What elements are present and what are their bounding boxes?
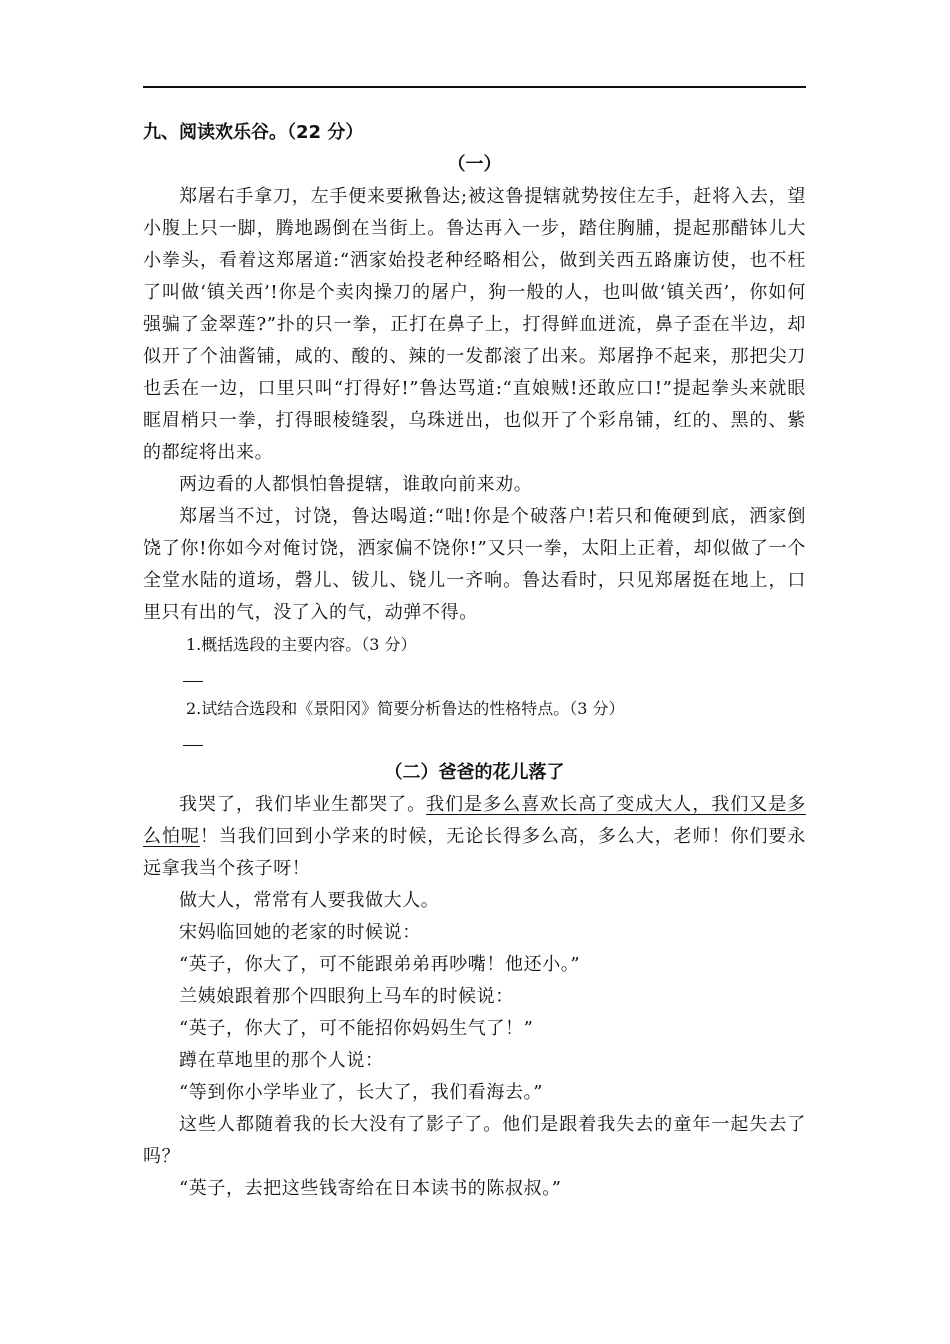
part2-paragraph: “英子，去把这些钱寄给在日本读书的陈叔叔。” — [179, 1178, 562, 1199]
top-rule — [143, 86, 806, 88]
part2-p1-start: 我哭了，我们毕业生都哭了。 — [179, 794, 427, 815]
section-title: 九、阅读欢乐谷。（22 分） — [143, 122, 364, 143]
part2-paragraph: 兰姨娘跟着那个四眼狗上马车的时候说： — [179, 986, 514, 1007]
part2-paragraph: 宋妈临回她的老家的时候说： — [179, 922, 421, 943]
part1-paragraph: 两边看的人都惧怕鲁提辖，谁敢向前来劝。 — [179, 474, 533, 495]
part2-paragraph: 蹲在草地里的那个人说： — [179, 1050, 384, 1071]
underlined-sentence: 我们是多么喜欢长高了变成大人，我们又是多么怕呢 — [143, 794, 806, 847]
part2-title: （二）爸爸的花儿落了 — [384, 762, 565, 783]
question-2: 2.试结合选段和《景阳冈》简要分析鲁达的性格特点。（3 分） — [186, 699, 625, 718]
part2-paragraph: 做大人，常常有人要我做大人。 — [179, 890, 440, 911]
part2-p1-end: ！当我们回到小学来的时候，无论长得多么高，多么大，老师！你们要永远拿我当个孩子呀！ — [143, 826, 806, 879]
part1-paragraph: 郑屠右手拿刀，左手便来要揪鲁达;被这鲁提辖就势按住左手，赶将入去，望小腹上只一脚，腾地踢倒在当街上。鲁达再入一步，踏住胸脯，提起那醋钵儿大小拳头，看着这郑屠道:“洒家始投老种经略相公，做到关西五路廉访使，也不枉了叫做‘镇关西’!你是个卖肉操刀的屠户，狗一般的人，也叫做‘镇关西’，你如何强骗了金翠莲?”扑的只一拳，正打在鼻子上，打得鲜血迸流，鼻子歪在半边，却似开了个油酱铺，咸的、酸的、辣的一发都滚了出来。郑屠挣不起来，那把尖刀也丢在一边，口里只叫“打得好!”鲁达骂道:“直娘贼!还敢应口!”提起拳头来就眼眶眉梢只一拳，打得眼棱缝裂，乌珠迸出，也似开了个彩帛铺，红的、黑的、紫的都绽将出来。 — [143, 186, 806, 463]
part1-paragraph: 郑屠当不过，讨饶，鲁达喝道:“咄!你是个破落户!若只和俺硬到底，洒家倒饶了你!你如今对俺讨饶，洒家偏不饶你!”又只一拳，太阳上正着，却似做了一个全堂水陆的道场，磬儿、钹儿、铙儿一齐响。鲁达看时，只见郑屠挺在地上，口里只有出的气，没了入的气，动弹不得。 — [143, 506, 806, 623]
part1-title: （一） — [447, 154, 502, 175]
part2-paragraph: “英子，你大了，可不能招你妈妈生气了！” — [179, 1018, 534, 1039]
part2-paragraph-1 — [143, 789, 806, 885]
question-1: 1.概括选段的主要内容。（3 分） — [186, 635, 417, 654]
answer-blank-2[interactable] — [143, 725, 806, 757]
part2-paragraph: “英子，你大了，可不能跟弟弟再吵嘴！他还小。” — [179, 954, 581, 975]
answer-blank-1[interactable] — [143, 661, 806, 693]
document-body — [143, 117, 806, 1205]
part2-paragraph: “等到你小学毕业了，长大了，我们看海去。” — [179, 1082, 544, 1103]
part2-paragraph: 这些人都随着我的长大没有了影子了。他们是跟着我失去的童年一起失去了吗？ — [143, 1114, 806, 1167]
